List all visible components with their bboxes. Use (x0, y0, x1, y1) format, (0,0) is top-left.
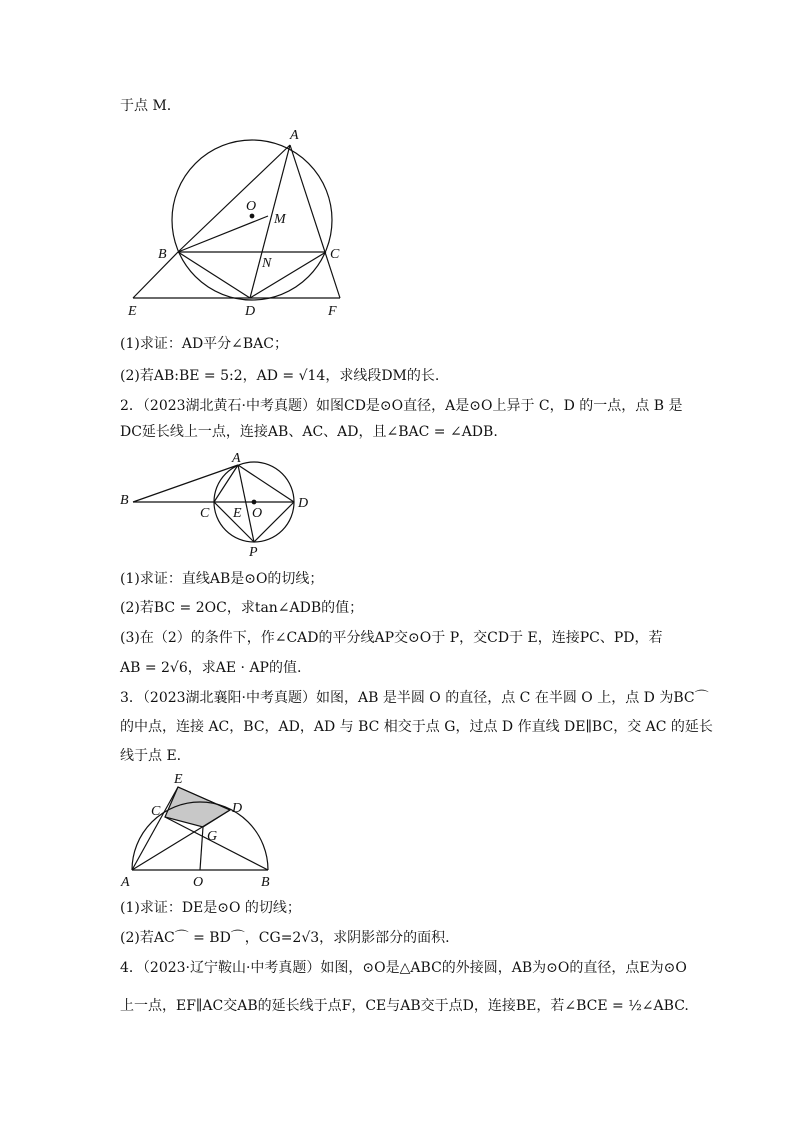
label-b: B (261, 875, 270, 890)
label-d: D (298, 496, 309, 511)
label-o: O (252, 506, 263, 521)
problem2-stem-line1: 2．（2023湖北黄石·中考真题）如图CD是⊙O直径，A是⊙O上异于 C，D 的一点，点 B 是 (120, 398, 683, 414)
problem2-question1: (1)求证：直线AB是⊙O的切线； (120, 571, 324, 587)
problem3-question1: (1)求证：DE是⊙O 的切线； (120, 900, 301, 916)
problem1-question1: (1)求证：AD平分∠BAC； (120, 336, 289, 352)
label-b: B (158, 247, 167, 262)
figure-2-tangent-circle (115, 448, 325, 560)
label-p: P (249, 545, 258, 560)
problem2-stem-line2: DC延长线上一点，连接AB、AC、AD，且∠BAC = ∠ADB. (120, 424, 498, 440)
label-b: B (120, 493, 129, 508)
problem1-tail: 于点 M. (120, 98, 172, 114)
problem3-question2: (2)若AC⌒ = BD⌒，CG=2√3，求阴影部分的面积. (120, 930, 450, 946)
label-a: A (121, 875, 130, 890)
label-a: A (290, 128, 299, 143)
label-o: O (246, 199, 257, 214)
problem3-stem-line2: 的中点，连接 AC，BC，AD，AD 与 BC 相交于点 G，过点 D 作直线 DE∥BC，交 AC 的延长 (120, 719, 713, 735)
label-d: D (232, 801, 243, 816)
label-o: O (193, 875, 204, 890)
problem2-question2: (2)若BC = 2OC，求tan∠ADB的值； (120, 600, 364, 616)
problem2-question3-line1: (3)在（2）的条件下，作∠CAD的平分线AP交⊙O于 P，交CD于 E，连接PC、PD，若 (120, 630, 663, 646)
label-d: D (245, 304, 256, 319)
label-f: F (328, 304, 337, 319)
label-n: N (262, 256, 272, 271)
problem3-stem-line1: 3．（2023湖北襄阳·中考真题）如图，AB 是半圆 O 的直径，点 C 在半圆 O 上，点 D 为BC⌒ (120, 690, 709, 706)
label-c: C (200, 506, 210, 521)
label-e: E (174, 772, 183, 787)
problem3-stem-line3: 线于点 E. (120, 748, 182, 764)
problem2-question3-line2: AB = 2√6，求AE · AP的值. (120, 660, 302, 676)
problem1-question2: (2)若AB:BE = 5:2，AD = √14，求线段DM的长. (120, 368, 440, 384)
label-m: M (274, 212, 286, 227)
label-e: E (128, 304, 137, 319)
figure-3-semicircle-shaded (118, 770, 288, 890)
circle-o (172, 140, 332, 300)
label-c: C (330, 247, 340, 262)
label-c: C (151, 804, 161, 819)
label-a: A (232, 451, 241, 466)
problem4-stem-line2: 上一点，EF∥AC交AB的延长线于点F，CE与AB交于点D，连接BE，若∠BCE = ½∠ABC. (120, 998, 689, 1014)
problem4-stem-line1: 4．（2023·辽宁鞍山·中考真题）如图，⊙O是△ABC的外接圆，AB为⊙O的直径，点E为⊙O (120, 960, 687, 976)
figure-1-circle-triangle (120, 120, 360, 320)
label-g: G (207, 829, 218, 844)
label-e: E (233, 506, 242, 521)
